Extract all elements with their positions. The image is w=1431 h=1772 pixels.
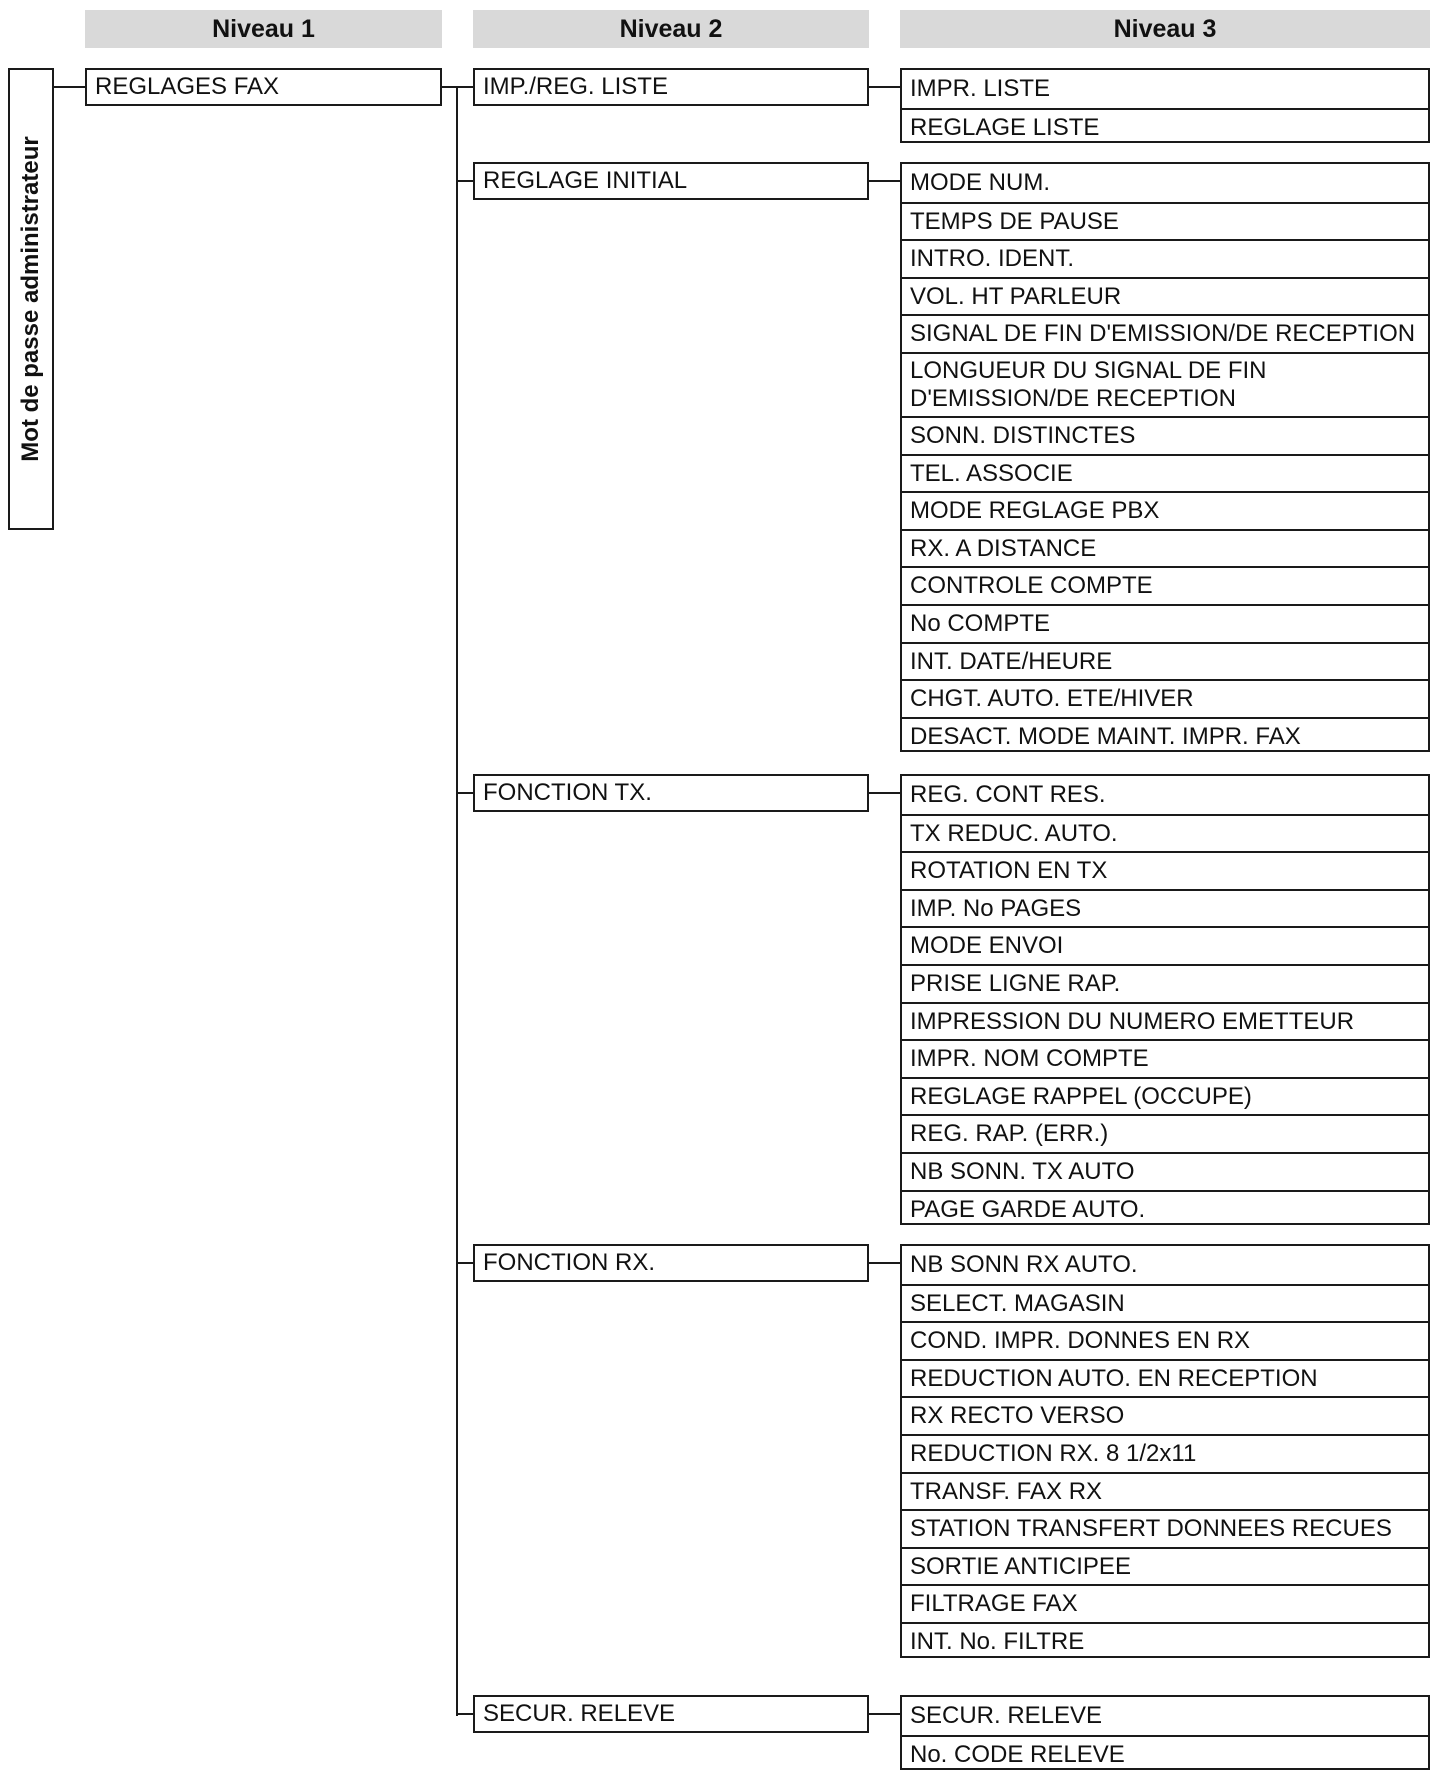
level3-group <box>900 162 1430 752</box>
level3-item: VOL. HT PARLEUR <box>902 277 1428 315</box>
admin-password-label: Mot de passe administrateur <box>8 68 54 530</box>
level2-label: REGLAGE INITIAL <box>483 167 688 195</box>
level3-item: REG. CONT RES. <box>910 781 1106 808</box>
connector-line <box>54 86 85 88</box>
level3-item: CONTROLE COMPTE <box>902 566 1428 604</box>
level3-item: REDUCTION RX. 8 1/2x11 <box>902 1434 1428 1472</box>
level3-group <box>900 774 1430 1225</box>
level2-box <box>473 1244 869 1282</box>
level3-item: REG. RAP. (ERR.) <box>902 1114 1428 1152</box>
level1-box: REGLAGES FAX <box>85 68 442 106</box>
connector-line <box>869 792 900 794</box>
level3-group <box>900 1695 1430 1770</box>
level3-item: MODE NUM. <box>910 169 1050 196</box>
level3-item: LONGUEUR DU SIGNAL DE FIN D'EMISSION/DE RECEPTION <box>902 352 1428 416</box>
connector-line <box>456 180 473 182</box>
level3-item: RX RECTO VERSO <box>902 1396 1428 1434</box>
level3-item: PAGE GARDE AUTO. <box>902 1190 1428 1228</box>
connector-line <box>869 1262 900 1264</box>
level3-item: SELECT. MAGASIN <box>902 1284 1428 1322</box>
level3-item: SECUR. RELEVE <box>910 1702 1103 1729</box>
header-level-1: Niveau 1 <box>85 10 442 48</box>
connector-line <box>456 792 473 794</box>
level2-label: FONCTION TX. <box>483 779 652 807</box>
connector-line <box>869 1713 900 1715</box>
level3-item: FILTRAGE FAX <box>902 1584 1428 1622</box>
level3-item: No. CODE RELEVE <box>902 1735 1428 1772</box>
level2-label: SECUR. RELEVE <box>483 1700 676 1728</box>
level2-box <box>473 162 869 200</box>
level3-group <box>900 1244 1430 1658</box>
connector-line <box>869 180 900 182</box>
level2-box <box>473 68 869 106</box>
level3-item: REGLAGE LISTE <box>902 108 1428 146</box>
level3-item: ROTATION EN TX <box>902 851 1428 889</box>
level3-item: CHGT. AUTO. ETE/HIVER <box>902 679 1428 717</box>
level3-item: INT. DATE/HEURE <box>902 642 1428 680</box>
level2-box <box>473 1695 869 1733</box>
level3-item: TEMPS DE PAUSE <box>902 202 1428 240</box>
level3-item: PRISE LIGNE RAP. <box>902 964 1428 1002</box>
level3-item: IMPRESSION DU NUMERO EMETTEUR <box>902 1002 1428 1040</box>
level3-group <box>900 68 1430 143</box>
level2-label: IMP./REG. LISTE <box>483 73 668 101</box>
level3-item: SORTIE ANTICIPEE <box>902 1547 1428 1585</box>
level3-item: SONN. DISTINCTES <box>902 416 1428 454</box>
level3-item: RX. A DISTANCE <box>902 529 1428 567</box>
level2-box <box>473 774 869 812</box>
header-level-2: Niveau 2 <box>473 10 869 48</box>
level3-item: INTRO. IDENT. <box>902 239 1428 277</box>
header-level-3: Niveau 3 <box>900 10 1430 48</box>
level3-item: NB SONN. TX AUTO <box>902 1152 1428 1190</box>
level3-item: IMPR. NOM COMPTE <box>902 1039 1428 1077</box>
level3-item: IMP. No PAGES <box>902 889 1428 927</box>
level3-item: REDUCTION AUTO. EN RECEPTION <box>902 1359 1428 1397</box>
connector-line <box>456 86 473 88</box>
level3-item: TEL. ASSOCIE <box>902 454 1428 492</box>
level3-item: STATION TRANSFERT DONNEES RECUES <box>902 1509 1428 1547</box>
connector-line <box>869 86 900 88</box>
level3-item: DESACT. MODE MAINT. IMPR. FAX <box>902 717 1428 755</box>
level3-item: COND. IMPR. DONNES EN RX <box>902 1321 1428 1359</box>
level3-item: SIGNAL DE FIN D'EMISSION/DE RECEPTION <box>902 314 1428 352</box>
level3-item: MODE ENVOI <box>902 926 1428 964</box>
level2-label: FONCTION RX. <box>483 1249 655 1277</box>
level3-item: No COMPTE <box>902 604 1428 642</box>
level3-item: TX REDUC. AUTO. <box>902 814 1428 852</box>
level3-item: NB SONN RX AUTO. <box>910 1251 1138 1278</box>
level3-item: REGLAGE RAPPEL (OCCUPE) <box>902 1077 1428 1115</box>
level3-item: TRANSF. FAX RX <box>902 1472 1428 1510</box>
level3-item: IMPR. LISTE <box>910 75 1051 102</box>
level3-item: INT. No. FILTRE <box>902 1622 1428 1660</box>
connector-line <box>456 1262 473 1264</box>
trunk-line <box>456 86 458 1716</box>
level3-item: MODE REGLAGE PBX <box>902 491 1428 529</box>
connector-line <box>456 1713 473 1715</box>
